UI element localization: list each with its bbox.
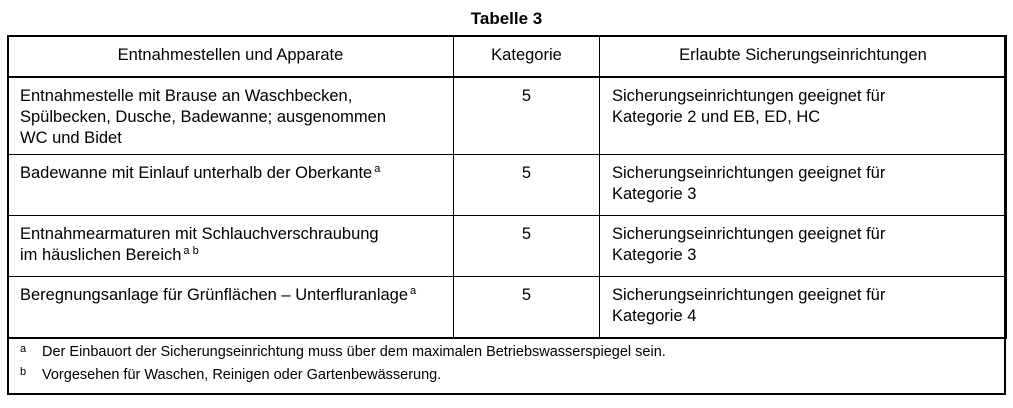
apparatus-text: im häuslichen Bereich — [20, 246, 182, 264]
footnote-mark: a — [20, 343, 27, 355]
devices-line: Kategorie 2 und EB, ED, HC — [612, 107, 821, 126]
devices-line: Kategorie 3 — [612, 185, 697, 203]
devices-line: Sicherungseinrichtungen geeignet für — [612, 225, 886, 243]
apparatus-cell — [8, 277, 454, 338]
table-row — [8, 277, 1007, 338]
apparatus-line — [20, 245, 441, 266]
apparatus-text: Badewanne mit Einlauf unterhalb der Oberkante — [20, 164, 373, 182]
table-title: Tabelle 3 — [470, 9, 543, 28]
apparatus-line — [20, 285, 441, 306]
category-cell: 5 — [454, 77, 600, 155]
table-row — [8, 155, 1007, 216]
devices-cell — [600, 216, 1007, 277]
devices-cell — [600, 77, 1007, 155]
apparatus-line: Spülbecken, Dusche, Badewanne; ausgenommen — [20, 107, 386, 126]
apparatus-line: Entnahmearmaturen mit Schlauchverschraubung — [20, 225, 379, 243]
footnote-reference: a — [374, 163, 381, 175]
apparatus-cell — [8, 77, 454, 155]
apparatus-text: Beregnungsanlage für Grünflächen – Unterfluranlage — [20, 286, 409, 304]
devices-cell — [600, 155, 1007, 216]
devices-line: Kategorie 3 — [612, 246, 697, 264]
footnote — [20, 341, 990, 364]
footnote — [20, 364, 990, 387]
devices-line: Kategorie 4 — [612, 307, 697, 325]
table-row — [8, 77, 1007, 155]
data-table — [7, 35, 1007, 339]
category-cell: 5 — [454, 155, 600, 216]
devices-line: Sicherungseinrichtungen geeignet für — [612, 286, 886, 304]
footnote-mark: b — [20, 366, 27, 378]
apparatus-line: WC und Bidet — [20, 128, 122, 147]
footnote-text: Der Einbauort der Sicherungseinrichtung muss über dem maximalen Betriebswasserspiegel sein. — [42, 344, 666, 360]
devices-line: Sicherungseinrichtungen geeignet für — [612, 164, 886, 182]
devices-line: Sicherungseinrichtungen geeignet für — [612, 86, 886, 105]
category-cell: 5 — [454, 216, 600, 277]
devices-cell — [600, 277, 1007, 338]
footnote-text: Vorgesehen für Waschen, Reinigen oder Gartenbewässerung. — [42, 367, 442, 383]
column-header-category: Kategorie — [454, 36, 600, 77]
apparatus-line — [20, 163, 441, 184]
apparatus-line: Entnahmestelle mit Brause an Waschbecken, — [20, 86, 353, 105]
footnote-reference: a — [410, 285, 417, 297]
footnotes — [20, 341, 990, 387]
footnote-reference: a b — [183, 245, 199, 257]
apparatus-cell — [8, 155, 454, 216]
table-row — [8, 216, 1007, 277]
column-header-devices: Erlaubte Sicherungseinrichtungen — [600, 36, 1007, 77]
category-cell: 5 — [454, 277, 600, 338]
apparatus-cell — [8, 216, 454, 277]
header-row — [8, 36, 1007, 77]
column-header-apparatus: Entnahmestellen und Apparate — [8, 36, 454, 77]
